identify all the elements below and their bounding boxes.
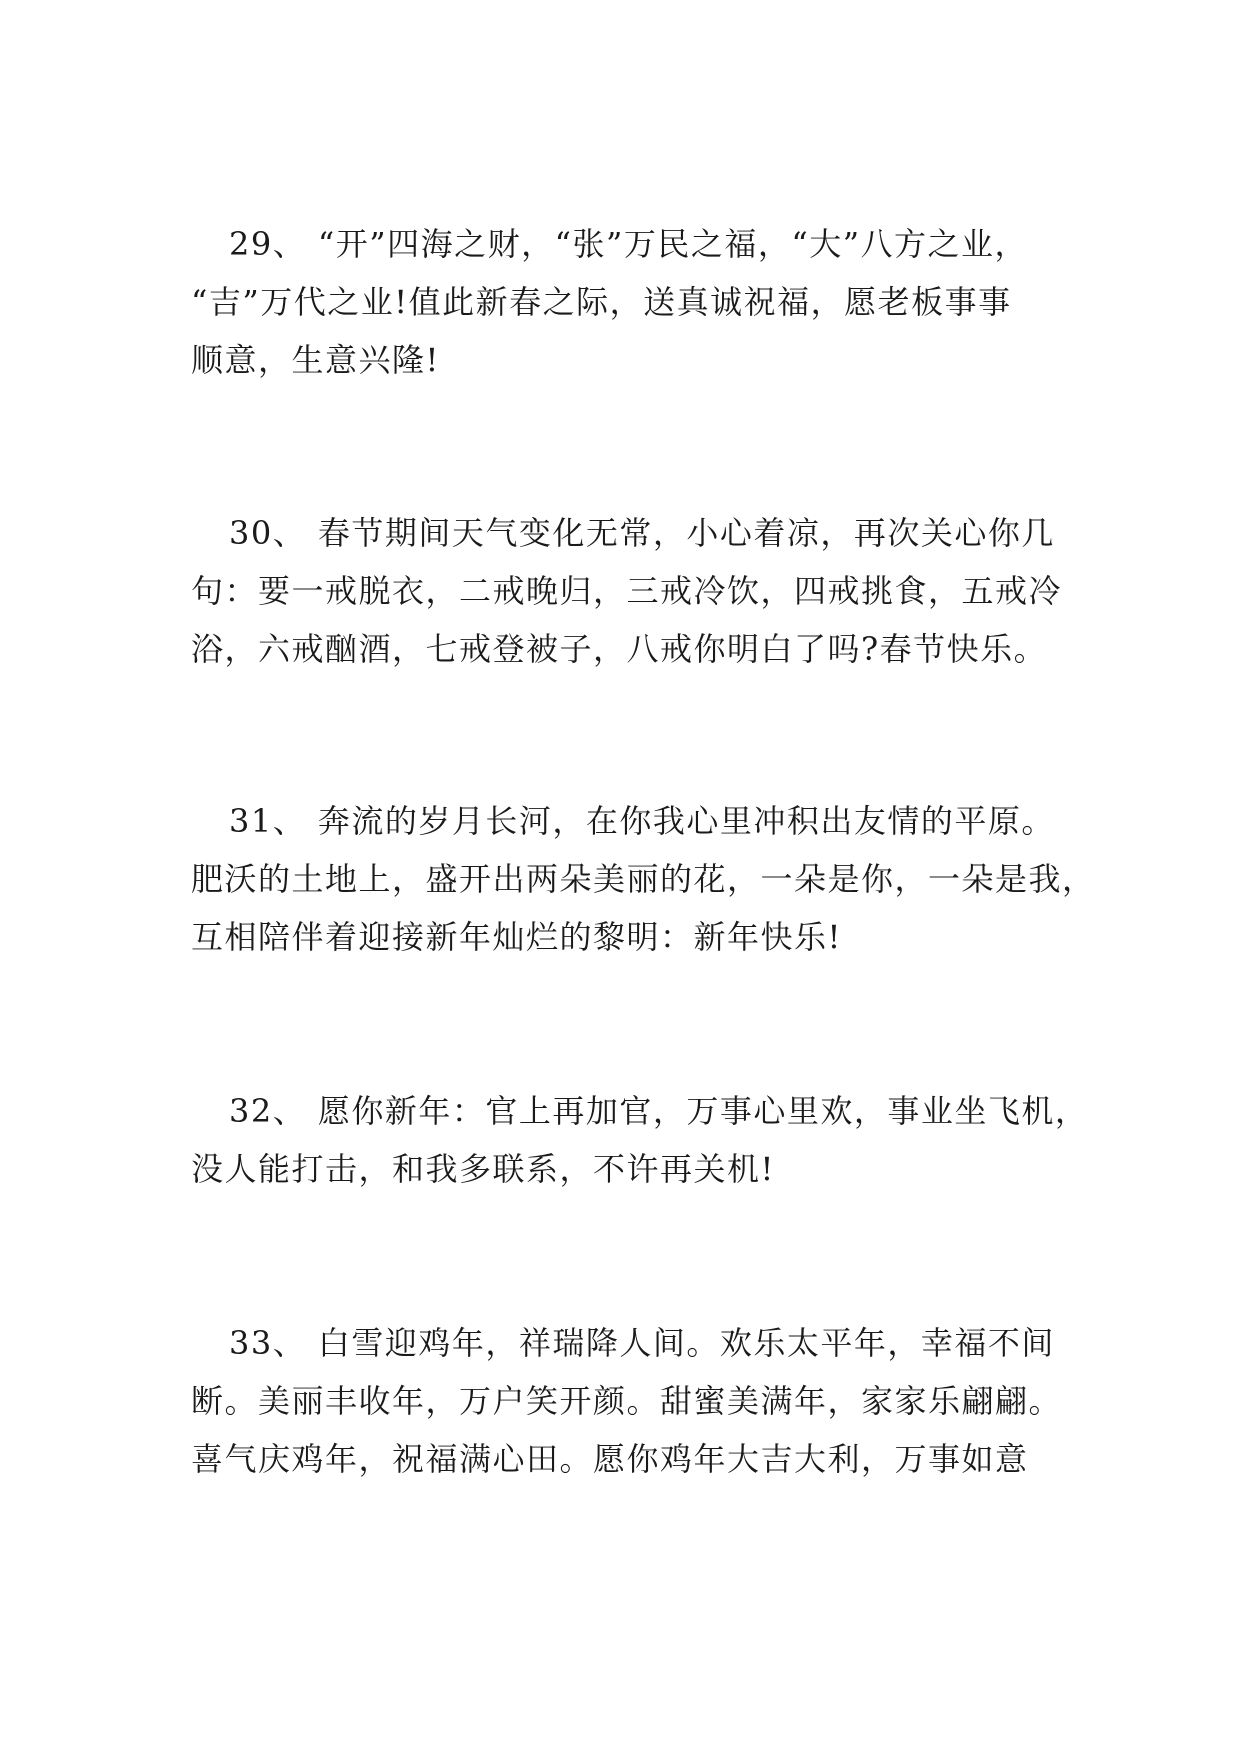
entry-line: 29、 “开”四海之财，“张”万民之福，“大”八方之业， [229, 225, 1029, 263]
entry-line: 肥沃的土地上，盛开出两朵美丽的花，一朵是你，一朵是我， [191, 860, 1096, 898]
entry-line: 互相陪伴着迎接新年灿烂的黎明：新年快乐! [191, 918, 842, 956]
entry-line: 31、 奔流的岁月长河，在你我心里冲积出友情的平原。 [229, 802, 1055, 840]
entry-line: 33、 白雪迎鸡年，祥瑞降人间。欢乐太平年，幸福不间 [229, 1324, 1055, 1362]
entry-line: 没人能打击，和我多联系，不许再关机! [191, 1150, 775, 1188]
entry-line: 浴，六戒酗酒，七戒登被子，八戒你明白了吗?春节快乐。 [191, 630, 1048, 668]
entry-line: 30、 春节期间天气变化无常，小心着凉，再次关心你几 [229, 514, 1055, 552]
entry-line: 顺意，生意兴隆! [191, 341, 440, 379]
entry-line: 句：要一戒脱衣，二戒晚归，三戒冷饮，四戒挑食，五戒冷 [191, 572, 1063, 610]
entry-line: “吉”万代之业!值此新春之际，送真诚祝福，愿老板事事 [191, 283, 1012, 321]
entry-line: 32、 愿你新年：官上再加官，万事心里欢，事业坐飞机， [229, 1092, 1089, 1130]
entry-line: 断。美丽丰收年，万户笑开颜。甜蜜美满年，家家乐翩翩。 [191, 1382, 1063, 1420]
entry-line: 喜气庆鸡年，祝福满心田。愿你鸡年大吉大利，万事如意 [191, 1440, 1029, 1478]
